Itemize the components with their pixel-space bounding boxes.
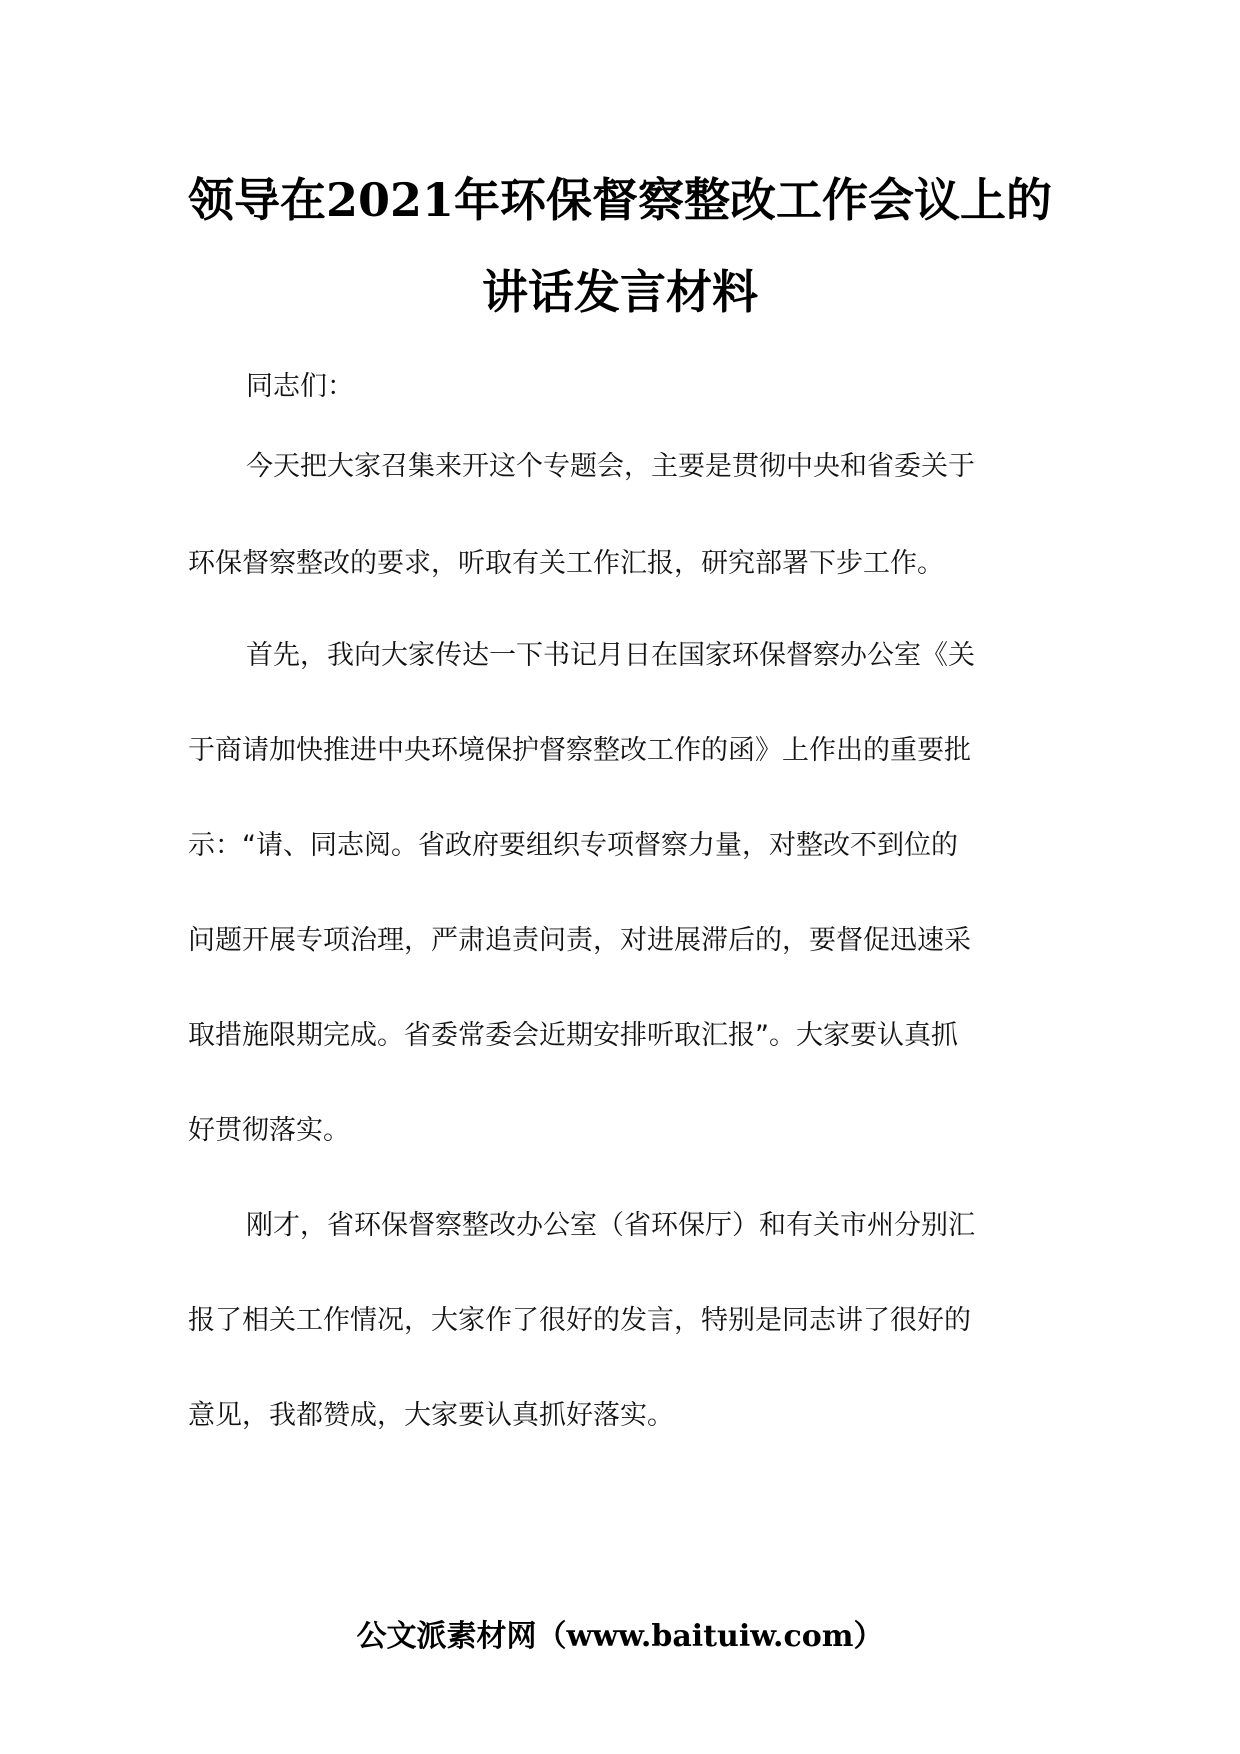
paragraph-3-line-2: 报了相关工作情况，大家作了很好的发言，特别是同志讲了很好的 — [188, 1305, 971, 1336]
paragraph-2-line-3: 示：“请、同志阅。省政府要组织专项督察力量，对整改不到位的 — [188, 830, 958, 861]
salutation: 同志们： — [246, 371, 354, 402]
document-title-line-2: 讲话发言材料 — [482, 265, 758, 319]
document-title-line-1: 领导在2021年环保督察整改工作会议上的 — [187, 173, 1053, 227]
paragraph-1-line-2: 环保督察整改的要求，听取有关工作汇报，研究部署下步工作。 — [188, 548, 944, 579]
paragraph-2-line-5: 取措施限期完成。省委常委会近期安排听取汇报”。大家要认真抓 — [188, 1020, 958, 1051]
paragraph-3-line-1: 刚才，省环保督察整改办公室（省环保厅）和有关市州分别汇 — [246, 1210, 975, 1241]
paragraph-2-line-6: 好贯彻落实。 — [188, 1115, 350, 1146]
paragraph-2-line-4: 问题开展专项治理，严肃追责问责，对进展滞后的，要督促迅速采 — [188, 925, 971, 956]
paragraph-2-line-1: 首先，我向大家传达一下书记月日在国家环保督察办公室《关 — [246, 640, 975, 671]
paragraph-3-line-3: 意见，我都赞成，大家要认真抓好落实。 — [188, 1400, 674, 1431]
paragraph-1-line-1: 今天把大家召集来开这个专题会，主要是贯彻中央和省委关于 — [246, 451, 975, 482]
paragraph-2-line-2: 于商请加快推进中央环境保护督察整改工作的函》上作出的重要批 — [188, 735, 971, 766]
footer-source-text: 公文派素材网（www.baituiw.com） — [356, 1619, 884, 1654]
